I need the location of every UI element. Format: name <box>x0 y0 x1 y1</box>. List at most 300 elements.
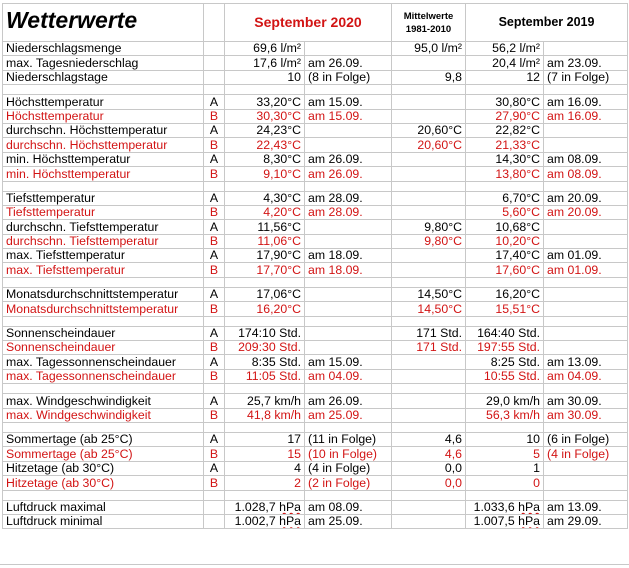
spacer-cell <box>392 277 466 287</box>
mittelwert-cell: 14,50°C <box>392 302 466 316</box>
date-2019-cell: am 23.09. <box>544 56 628 70</box>
date-2019-cell: am 16.09. <box>544 95 628 109</box>
date-2019-cell: am 04.09. <box>544 369 628 383</box>
spacer-cell <box>225 316 305 326</box>
row-label: Hitzetage (ab 30°C) <box>3 476 204 490</box>
date-2019-cell: (7 in Folge) <box>544 70 628 84</box>
date-2019-cell: am 30.09. <box>544 394 628 408</box>
spacer-row <box>3 181 628 191</box>
row-label: Tiefsttemperatur <box>3 205 204 219</box>
spacer-cell <box>392 384 466 394</box>
row-label: Monatsdurchschnittstemperatur <box>3 287 204 301</box>
spacer-cell <box>204 181 225 191</box>
station-cell: B <box>204 476 225 490</box>
value-2019-cell: 5 <box>466 447 544 461</box>
row-label: max. Tagessonnenscheindauer <box>3 369 204 383</box>
value-2020-cell: 9,10°C <box>225 167 305 181</box>
date-2019-cell <box>544 341 628 355</box>
spacer-cell <box>204 316 225 326</box>
table-row <box>3 341 628 355</box>
date-2019-cell: am 13.09. <box>544 500 628 514</box>
spacer-cell <box>466 316 544 326</box>
station-cell: A <box>204 326 225 340</box>
station-cell: A <box>204 191 225 205</box>
station-cell: A <box>204 461 225 475</box>
row-label: durchschn. Tiefsttemperatur <box>3 220 204 234</box>
spacer-cell <box>544 277 628 287</box>
spacer-cell <box>305 277 392 287</box>
spacer-cell <box>3 422 204 432</box>
table-row <box>3 220 628 234</box>
value-2020-cell: 17 <box>225 432 305 446</box>
date-2020-cell <box>305 234 392 248</box>
value-2020-cell: 8:35 Std. <box>225 355 305 369</box>
date-2019-cell <box>544 326 628 340</box>
date-2020-cell <box>305 220 392 234</box>
value-2020-cell: 1.028,7 hPa <box>225 500 305 514</box>
spacer-cell <box>392 490 466 500</box>
date-2020-cell: am 26.09. <box>305 167 392 181</box>
value-2019-cell: 197:55 Std. <box>466 341 544 355</box>
column-header-mittelwerte <box>392 4 466 42</box>
row-label: Monatsdurchschnittstemperatur <box>3 302 204 316</box>
value-2020-cell: 16,20°C <box>225 302 305 316</box>
mittelwerte-period: 1981-2010 <box>405 23 452 35</box>
station-cell <box>204 56 225 70</box>
unit-hpa: hPa <box>279 514 301 529</box>
station-cell: B <box>204 234 225 248</box>
date-2019-cell <box>544 302 628 316</box>
date-2020-cell <box>305 302 392 316</box>
spacer-cell <box>544 181 628 191</box>
value-2020-cell: 8,30°C <box>225 152 305 166</box>
spacer-cell <box>204 384 225 394</box>
mittelwert-cell <box>392 500 466 514</box>
row-label: Höchsttemperatur <box>3 95 204 109</box>
table-row <box>3 408 628 422</box>
value-2019-cell: 1 <box>466 461 544 475</box>
table-row <box>3 461 628 475</box>
station-cell: B <box>204 138 225 152</box>
spacer-cell <box>305 85 392 95</box>
date-2020-cell: am 25.09. <box>305 514 392 528</box>
spacer-cell <box>3 316 204 326</box>
table-row <box>3 263 628 277</box>
mittelwert-cell <box>392 109 466 123</box>
spacer-cell <box>392 181 466 191</box>
date-2020-cell: am 26.09. <box>305 394 392 408</box>
row-label: Tiefsttemperatur <box>3 191 204 205</box>
table-row <box>3 95 628 109</box>
date-2019-cell: am 16.09. <box>544 109 628 123</box>
mittelwert-cell: 4,6 <box>392 447 466 461</box>
station-cell: B <box>204 109 225 123</box>
date-2019-cell: am 20.09. <box>544 191 628 205</box>
spacer-cell <box>305 316 392 326</box>
column-header-2020: September 2020 <box>225 4 392 42</box>
mittelwert-cell <box>392 152 466 166</box>
date-2020-cell: am 25.09. <box>305 408 392 422</box>
value-2019-cell: 8:25 Std. <box>466 355 544 369</box>
date-2020-cell: (11 in Folge) <box>305 432 392 446</box>
value-2020-cell: 69,6 l/m² <box>225 42 305 56</box>
spacer-cell <box>466 181 544 191</box>
value-2020-cell: 17,70°C <box>225 263 305 277</box>
mittelwerte-label: Mittelwerte <box>403 10 454 22</box>
value-2019-cell: 21,33°C <box>466 138 544 152</box>
row-label: Niederschlagsmenge <box>3 42 204 56</box>
date-2020-cell <box>305 341 392 355</box>
mittelwert-cell <box>392 514 466 528</box>
table-row <box>3 514 628 528</box>
date-2020-cell: am 15.09. <box>305 109 392 123</box>
mittelwert-cell: 9,8 <box>392 70 466 84</box>
row-label: max. Tiefsttemperatur <box>3 249 204 263</box>
value-2019-cell: 10:55 Std. <box>466 369 544 383</box>
spacer-cell <box>225 490 305 500</box>
table-row <box>3 234 628 248</box>
value-2019-cell: 56,2 l/m² <box>466 42 544 56</box>
bottom-divider <box>0 564 629 565</box>
value-2020-cell: 209:30 Std. <box>225 341 305 355</box>
station-cell: B <box>204 167 225 181</box>
date-2019-cell: am 13.09. <box>544 355 628 369</box>
date-2019-cell <box>544 287 628 301</box>
value-2020-cell: 4,30°C <box>225 191 305 205</box>
value-2019-cell: 13,80°C <box>466 167 544 181</box>
date-2020-cell <box>305 123 392 137</box>
spacer-cell <box>305 490 392 500</box>
date-2019-cell: am 01.09. <box>544 263 628 277</box>
date-2019-cell <box>544 138 628 152</box>
value-2020-cell: 1.002,7 hPa <box>225 514 305 528</box>
table-row <box>3 56 628 70</box>
row-label: min. Höchsttemperatur <box>3 152 204 166</box>
table-row <box>3 152 628 166</box>
unit-hpa: hPa <box>279 500 301 514</box>
value-2019-cell: 1.007,5 hPa <box>466 514 544 528</box>
header-row <box>3 4 628 42</box>
station-cell <box>204 500 225 514</box>
value-2019-cell: 30,80°C <box>466 95 544 109</box>
value-2019-cell: 15,51°C <box>466 302 544 316</box>
station-cell <box>204 42 225 56</box>
date-2019-cell: am 01.09. <box>544 249 628 263</box>
row-label: min. Höchsttemperatur <box>3 167 204 181</box>
mittelwert-cell: 9,80°C <box>392 220 466 234</box>
station-cell: A <box>204 123 225 137</box>
value-2020-cell: 33,20°C <box>225 95 305 109</box>
table-row <box>3 369 628 383</box>
value-2019-cell: 5,60°C <box>466 205 544 219</box>
spacer-cell <box>392 316 466 326</box>
column-header-2019: September 2019 <box>466 4 628 42</box>
date-2019-cell: am 08.09. <box>544 152 628 166</box>
station-cell: A <box>204 287 225 301</box>
row-label: durchschn. Höchsttemperatur <box>3 123 204 137</box>
value-2019-cell: 12 <box>466 70 544 84</box>
table-row <box>3 355 628 369</box>
unit-hpa: hPa <box>518 514 540 529</box>
value-2019-cell: 10 <box>466 432 544 446</box>
value-2020-cell: 174:10 Std. <box>225 326 305 340</box>
value-2019-cell: 10,20°C <box>466 234 544 248</box>
spacer-cell <box>3 277 204 287</box>
row-label: durchschn. Höchsttemperatur <box>3 138 204 152</box>
mittelwert-cell: 14,50°C <box>392 287 466 301</box>
spacer-cell <box>466 490 544 500</box>
row-label: Luftdruck maximal <box>3 500 204 514</box>
mittelwert-cell: 171 Std. <box>392 326 466 340</box>
mittelwert-cell <box>392 191 466 205</box>
date-2019-cell <box>544 123 628 137</box>
row-label: Hitzetage (ab 30°C) <box>3 461 204 475</box>
table-row <box>3 109 628 123</box>
table-row <box>3 167 628 181</box>
spacer-cell <box>466 85 544 95</box>
value-2020-cell: 4 <box>225 461 305 475</box>
spacer-cell <box>466 277 544 287</box>
value-2020-cell: 25,7 km/h <box>225 394 305 408</box>
table-row <box>3 70 628 84</box>
row-label: max. Windgeschwindigkeit <box>3 394 204 408</box>
spacer-row <box>3 384 628 394</box>
row-label: Sommertage (ab 25°C) <box>3 432 204 446</box>
value-2020-cell: 15 <box>225 447 305 461</box>
spacer-cell <box>225 181 305 191</box>
mittelwert-cell: 0,0 <box>392 461 466 475</box>
row-label: Sonnenscheindauer <box>3 341 204 355</box>
spacer-cell <box>225 277 305 287</box>
row-label: max. Tagesniederschlag <box>3 56 204 70</box>
date-2019-cell: am 20.09. <box>544 205 628 219</box>
value-2019-cell: 14,30°C <box>466 152 544 166</box>
spacer-cell <box>305 384 392 394</box>
date-2020-cell <box>305 42 392 56</box>
value-2019-cell: 22,82°C <box>466 123 544 137</box>
table-row <box>3 249 628 263</box>
value-2020-cell: 17,06°C <box>225 287 305 301</box>
table-row <box>3 138 628 152</box>
table-row <box>3 394 628 408</box>
spacer-row <box>3 316 628 326</box>
spacer-row <box>3 85 628 95</box>
unit-hpa: hPa <box>518 500 540 514</box>
date-2020-cell: am 15.09. <box>305 355 392 369</box>
value-2019-cell: 17,40°C <box>466 249 544 263</box>
mittelwert-cell <box>392 369 466 383</box>
spacer-cell <box>204 277 225 287</box>
date-2020-cell: am 08.09. <box>305 500 392 514</box>
date-2020-cell: am 18.09. <box>305 263 392 277</box>
value-2019-cell: 20,4 l/m² <box>466 56 544 70</box>
header-empty-cell <box>204 4 225 42</box>
value-2020-cell: 11,06°C <box>225 234 305 248</box>
mittelwert-cell <box>392 205 466 219</box>
mittelwert-cell: 9,80°C <box>392 234 466 248</box>
row-label: Sommertage (ab 25°C) <box>3 447 204 461</box>
spacer-cell <box>3 85 204 95</box>
table-row <box>3 123 628 137</box>
date-2019-cell: (4 in Folge) <box>544 447 628 461</box>
station-cell: A <box>204 220 225 234</box>
date-2019-cell: (6 in Folge) <box>544 432 628 446</box>
station-cell: A <box>204 394 225 408</box>
spacer-cell <box>225 384 305 394</box>
mittelwert-cell <box>392 249 466 263</box>
mittelwert-cell: 171 Std. <box>392 341 466 355</box>
date-2020-cell: am 26.09. <box>305 56 392 70</box>
mittelwert-cell: 95,0 l/m² <box>392 42 466 56</box>
table-row <box>3 326 628 340</box>
value-2019-cell: 6,70°C <box>466 191 544 205</box>
station-cell: A <box>204 355 225 369</box>
value-2020-cell: 2 <box>225 476 305 490</box>
row-label: max. Tiefsttemperatur <box>3 263 204 277</box>
spacer-cell <box>3 490 204 500</box>
value-2019-cell: 16,20°C <box>466 287 544 301</box>
station-cell: A <box>204 152 225 166</box>
value-2019-cell: 164:40 Std. <box>466 326 544 340</box>
station-cell: A <box>204 95 225 109</box>
row-label: Höchsttemperatur <box>3 109 204 123</box>
mittelwert-cell <box>392 355 466 369</box>
table-row <box>3 476 628 490</box>
date-2019-cell <box>544 461 628 475</box>
table-row <box>3 191 628 205</box>
spacer-row <box>3 490 628 500</box>
row-label: Sonnenscheindauer <box>3 326 204 340</box>
spacer-cell <box>305 422 392 432</box>
spacer-cell <box>544 490 628 500</box>
station-cell: B <box>204 302 225 316</box>
date-2020-cell: am 26.09. <box>305 152 392 166</box>
value-2020-cell: 10 <box>225 70 305 84</box>
spacer-row <box>3 277 628 287</box>
value-2019-cell: 17,60°C <box>466 263 544 277</box>
weather-table <box>2 3 628 529</box>
row-label: Niederschlagstage <box>3 70 204 84</box>
page-title: Wetterwerte <box>3 4 204 42</box>
station-cell: B <box>204 447 225 461</box>
mittelwert-cell <box>392 394 466 408</box>
mittelwert-cell: 4,6 <box>392 432 466 446</box>
value-2020-cell: 30,30°C <box>225 109 305 123</box>
mittelwert-cell: 20,60°C <box>392 123 466 137</box>
row-label: max. Tagessonnenscheindauer <box>3 355 204 369</box>
value-2019-cell: 0 <box>466 476 544 490</box>
spacer-cell <box>3 181 204 191</box>
date-2020-cell: am 28.09. <box>305 191 392 205</box>
spacer-cell <box>225 422 305 432</box>
table-row <box>3 432 628 446</box>
mittelwert-cell: 0,0 <box>392 476 466 490</box>
table-row <box>3 42 628 56</box>
station-cell: B <box>204 369 225 383</box>
date-2020-cell: (2 in Folge) <box>305 476 392 490</box>
date-2020-cell: (8 in Folge) <box>305 70 392 84</box>
date-2019-cell <box>544 476 628 490</box>
station-cell: A <box>204 432 225 446</box>
date-2020-cell: am 28.09. <box>305 205 392 219</box>
station-cell: B <box>204 341 225 355</box>
date-2020-cell: (4 in Folge) <box>305 461 392 475</box>
spacer-cell <box>204 422 225 432</box>
spacer-cell <box>544 422 628 432</box>
row-label: Luftdruck minimal <box>3 514 204 528</box>
value-2019-cell: 56,3 km/h <box>466 408 544 422</box>
spacer-cell <box>466 384 544 394</box>
spacer-cell <box>544 316 628 326</box>
mittelwert-cell <box>392 263 466 277</box>
date-2019-cell: am 08.09. <box>544 167 628 181</box>
value-2020-cell: 17,90°C <box>225 249 305 263</box>
value-2019-cell: 29,0 km/h <box>466 394 544 408</box>
row-label: durchschn. Tiefsttemperatur <box>3 234 204 248</box>
date-2020-cell <box>305 326 392 340</box>
mittelwert-cell <box>392 167 466 181</box>
spacer-cell <box>3 384 204 394</box>
station-cell <box>204 70 225 84</box>
date-2019-cell <box>544 234 628 248</box>
station-cell: A <box>204 249 225 263</box>
value-2020-cell: 17,6 l/m² <box>225 56 305 70</box>
date-2020-cell <box>305 138 392 152</box>
spacer-cell <box>225 85 305 95</box>
row-label: max. Windgeschwindigkeit <box>3 408 204 422</box>
value-2020-cell: 41,8 km/h <box>225 408 305 422</box>
value-2020-cell: 11,56°C <box>225 220 305 234</box>
date-2020-cell: am 18.09. <box>305 249 392 263</box>
station-cell: B <box>204 263 225 277</box>
value-2019-cell: 27,90°C <box>466 109 544 123</box>
date-2020-cell: am 04.09. <box>305 369 392 383</box>
spacer-cell <box>204 85 225 95</box>
spacer-cell <box>544 384 628 394</box>
value-2019-cell: 10,68°C <box>466 220 544 234</box>
table-row <box>3 447 628 461</box>
mittelwert-cell: 20,60°C <box>392 138 466 152</box>
spacer-cell <box>466 422 544 432</box>
date-2019-cell <box>544 220 628 234</box>
station-cell: B <box>204 205 225 219</box>
value-2020-cell: 4,20°C <box>225 205 305 219</box>
spacer-row <box>3 422 628 432</box>
date-2020-cell: (10 in Folge) <box>305 447 392 461</box>
value-2020-cell: 11:05 Std. <box>225 369 305 383</box>
value-2019-cell: 1.033,6 hPa <box>466 500 544 514</box>
table-row <box>3 287 628 301</box>
spacer-cell <box>204 490 225 500</box>
spacer-cell <box>544 85 628 95</box>
spacer-cell <box>392 85 466 95</box>
station-cell: B <box>204 408 225 422</box>
table-row <box>3 205 628 219</box>
table-row <box>3 302 628 316</box>
mittelwert-cell <box>392 95 466 109</box>
spacer-cell <box>305 181 392 191</box>
value-2020-cell: 22,43°C <box>225 138 305 152</box>
table-row <box>3 500 628 514</box>
value-2020-cell: 24,23°C <box>225 123 305 137</box>
station-cell <box>204 514 225 528</box>
mittelwert-cell <box>392 56 466 70</box>
date-2019-cell: am 30.09. <box>544 408 628 422</box>
date-2019-cell: am 29.09. <box>544 514 628 528</box>
spacer-cell <box>392 422 466 432</box>
mittelwert-cell <box>392 408 466 422</box>
date-2020-cell: am 15.09. <box>305 95 392 109</box>
